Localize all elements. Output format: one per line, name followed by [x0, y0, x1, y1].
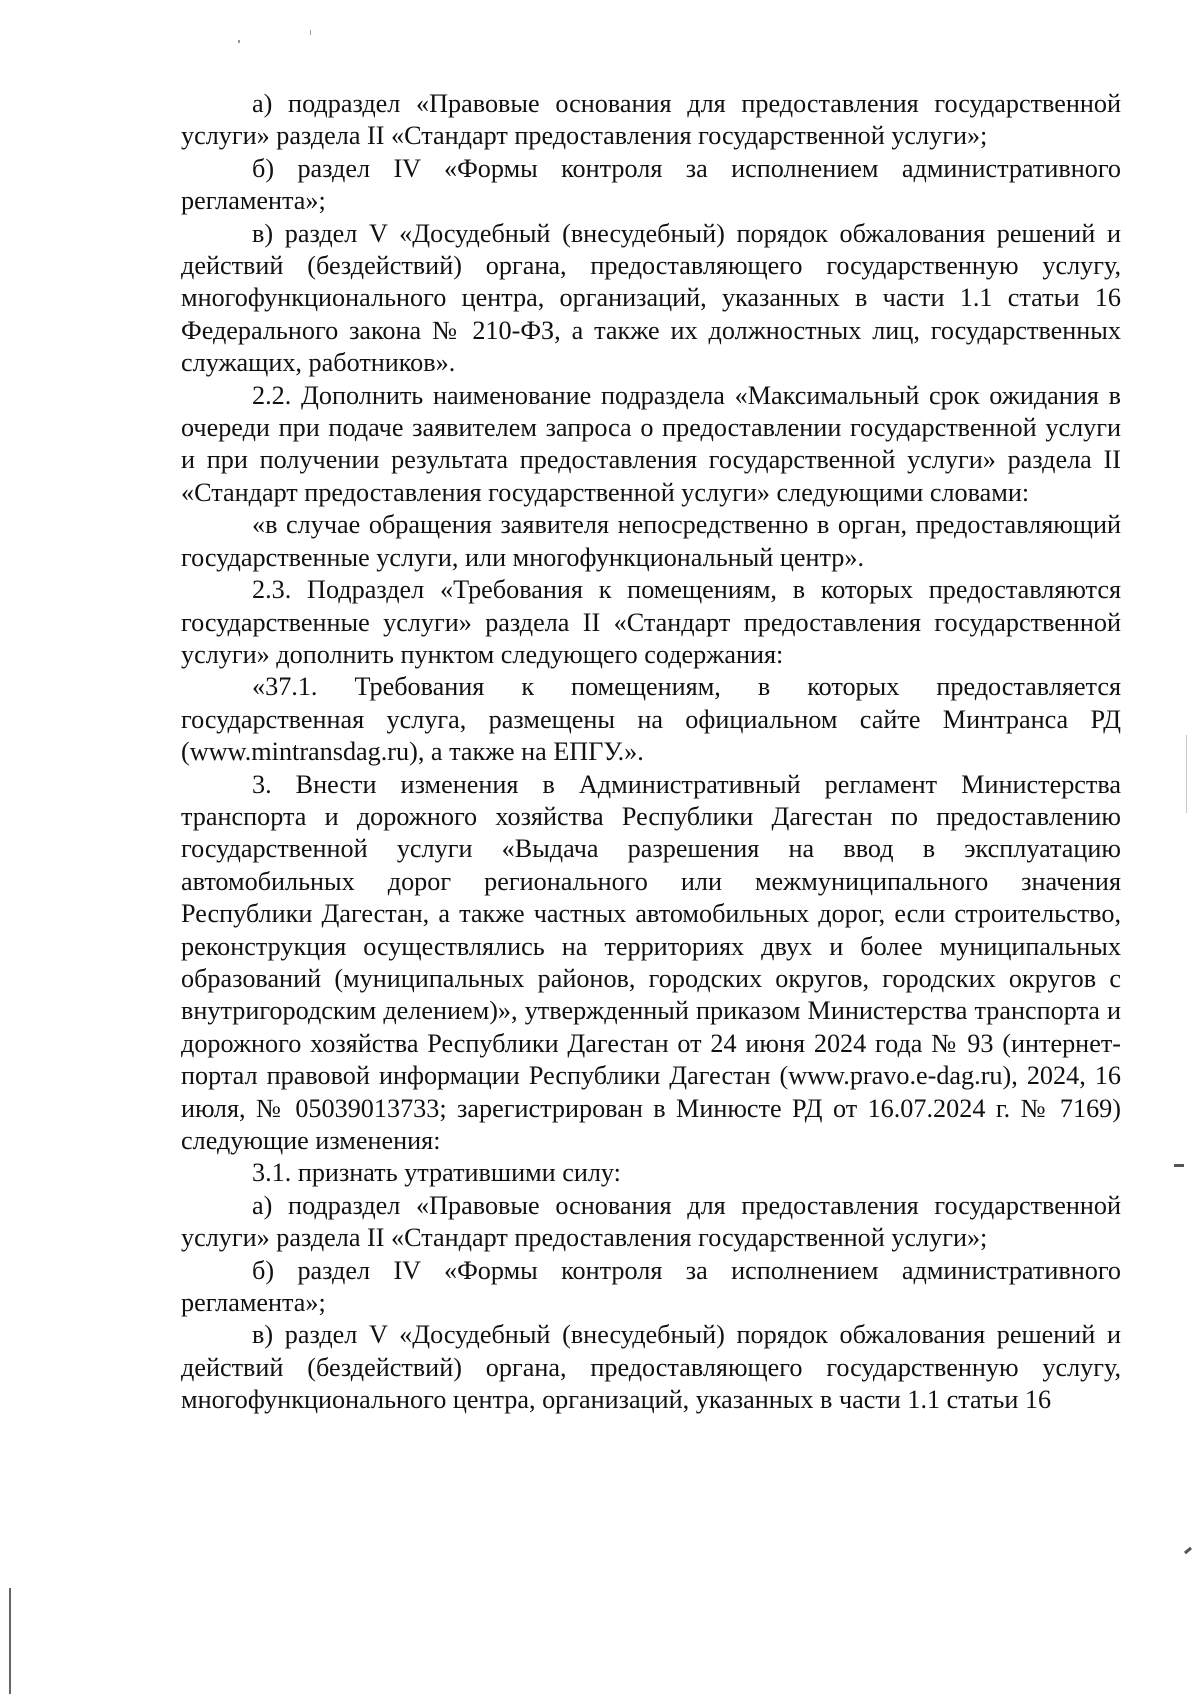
paragraph-3-1-b: б) раздел IV «Формы контроля за исполнением административного регламента»;	[181, 1255, 1121, 1318]
scan-speck	[310, 30, 311, 35]
paragraph-3-1-a: а) подраздел «Правовые основания для предоставления государственной услуги» раздела II «Стандарт предоставления государственной услуги»;	[181, 1190, 1121, 1253]
scan-edge-line	[1186, 735, 1187, 813]
scan-speck	[1174, 1164, 1184, 1167]
paragraph-3-1: 3.1. признать утратившими силу:	[252, 1158, 621, 1188]
paragraph-subsection-b: б) раздел IV «Формы контроля за исполнением административного регламента»;	[181, 153, 1121, 216]
document-body	[181, 88, 1121, 1417]
paragraph-2-2: 2.2. Дополнить наименование подраздела «Максимальный срок ожидания в очереди при подаче заявителем запроса о предоставлении государственной услуги и при получении результата предоставления государственной услуги» раздела II «Стандарт предоставления государственной услуги» следующими словами:	[181, 380, 1121, 507]
paragraph-subsection-v: в) раздел V «Досудебный (внесудебный) порядок обжалования решений и действий (бездействий) органа, предоставляющего государственную услугу, многофункционального центра, организаций, указанных в части 1.1 статьи 16 Федерального закона № 210-ФЗ, а также их должностных лиц, государственных служащих, работников».	[181, 218, 1121, 378]
paragraph-37-1: «37.1. Требования к помещениям, в которых предоставляется государственная услуга, размещены на официальном сайте Минтранса РД (www.mintransdag.ru), а также на ЕПГУ.».	[181, 672, 1121, 767]
scan-speck	[1184, 1547, 1192, 1554]
paragraph-2-2-quote: «в случае обращения заявителя непосредственно в орган, предоставляющий государственные услуги, или многофункциональный центр».	[181, 510, 1121, 572]
paragraph-3-1-v: в) раздел V «Досудебный (внесудебный) порядок обжалования решений и действий (бездействий) органа, предоставляющего государственную услугу, многофункционального центра, организаций, указанных в части 1.1 статьи 16	[181, 1320, 1121, 1415]
scan-speck	[238, 40, 240, 43]
paragraph-subsection-a: а) подраздел «Правовые основания для предоставления государственной услуги» раздела II «Стандарт предоставления государственной услуги»;	[181, 89, 1121, 151]
paragraph-2-3: 2.3. Подраздел «Требования к помещениям, в которых предоставляются государственные услуги» раздела II «Стандарт предоставления государственной услуги» дополнить пунктом следующего содержания:	[181, 575, 1121, 669]
paragraph-3: 3. Внести изменения в Административный регламент Министерства транспорта и дорожного хозяйства Республики Дагестан по предоставлению государственной услуги «Выдача разрешения на ввод в эксплуатацию автомобильных дорог регионального или межмуниципального значения Республики Дагестан, а также частных автомобильных дорог, если строительство, реконструкция осуществлялись на территориях двух и более муниципальных образований (муниципальных районов, городских округов, городских округов с внутригородским делением)», утвержденный приказом Министерства транспорта и дорожного хозяйства Республики Дагестан от 24 июня 2024 года № 93 (интернет-портал правовой информации Республики Дагестан (www.pravo.e-dag.ru), 2024, 16 июля, № 05039013733; зарегистрирован в Минюсте РД от 16.07.2024 г. № 7169) следующие изменения:	[181, 769, 1121, 1155]
scan-edge-line	[9, 1588, 11, 1694]
